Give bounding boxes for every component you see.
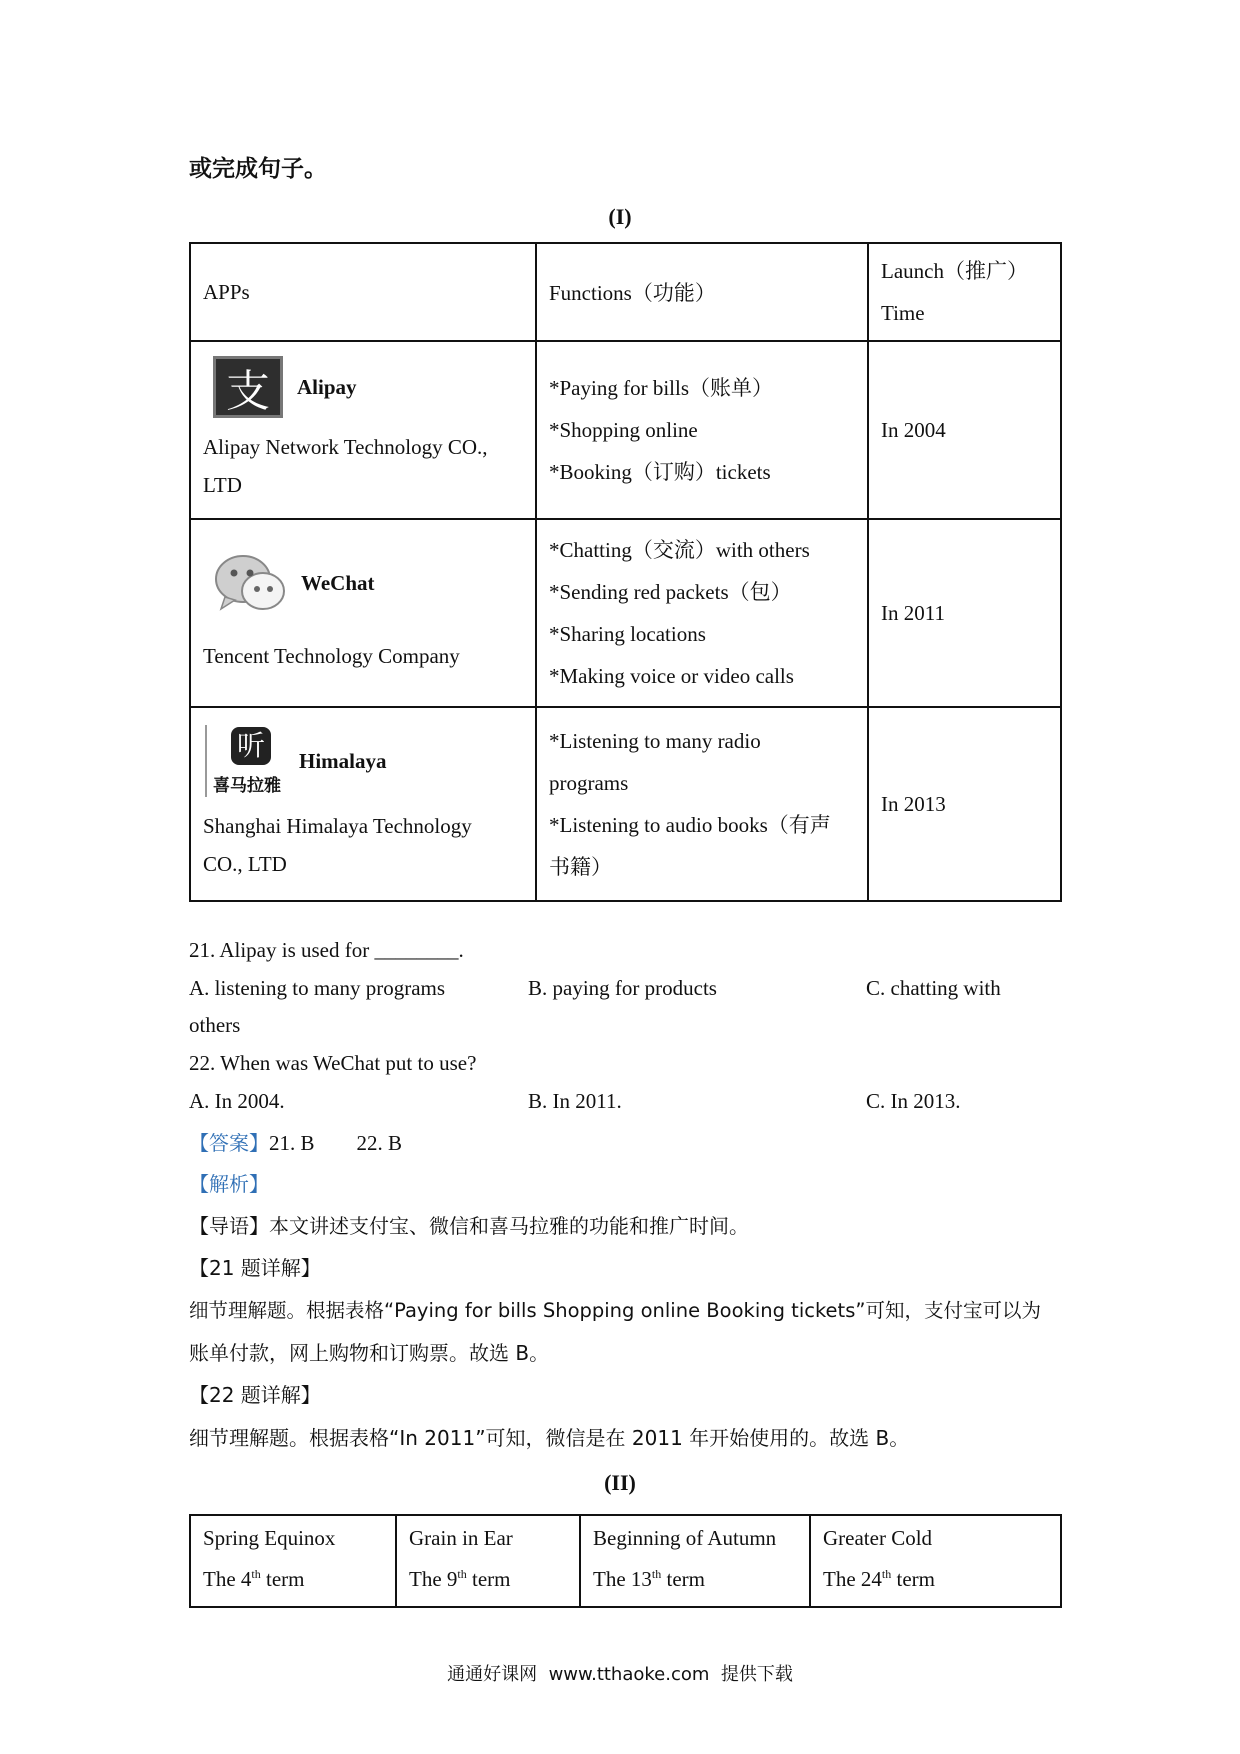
- table-row: [190, 1515, 1061, 1607]
- footer: 通通好课网 www.tthaoke.com 提供下载: [447, 1664, 793, 1685]
- q21-option-c: C. chatting with: [866, 976, 1001, 1000]
- app-name: Alipay: [297, 374, 357, 399]
- app-name: Himalaya: [299, 748, 387, 773]
- question-22: 22. When was WeChat put to use?: [189, 1051, 477, 1075]
- term-cell: Greater Cold The 24th term: [810, 1515, 1061, 1607]
- company-name: Alipay Network Technology CO.,: [203, 435, 488, 459]
- app-cell-himalaya: [190, 707, 536, 901]
- header-launch: Launch（推广） Time: [868, 243, 1061, 341]
- analysis-label: 【解析】: [189, 1172, 269, 1196]
- functions-cell: *Paying for bills（账单） *Shopping online *Booking（订购）tickets: [536, 341, 868, 519]
- detail22-label: 【22 题详解】: [189, 1383, 321, 1407]
- wechat-logo-icon: [213, 551, 287, 615]
- company-name: Tencent Technology Company: [203, 644, 460, 668]
- detail22-line1: 细节理解题。根据表格“In 2011”可知，微信是在 2011 年开始使用的。故选 B。: [189, 1426, 910, 1450]
- app-name: WeChat: [301, 570, 375, 595]
- table-header-row: [190, 243, 1061, 341]
- q21-option-c-cont: others: [189, 1013, 241, 1037]
- section1-title: (I): [608, 204, 632, 229]
- header-functions: Functions（功能）: [536, 243, 868, 341]
- functions-cell: *Listening to many radio programs *Listening to audio books（有声 书籍）: [536, 707, 868, 901]
- question-21: 21. Alipay is used for ________.: [189, 938, 464, 962]
- company-name: Shanghai Himalaya Technology: [203, 814, 472, 838]
- detail21-label: 【21 题详解】: [189, 1256, 321, 1280]
- app-cell-alipay: [190, 341, 536, 519]
- q22-option-a: A. In 2004.: [189, 1089, 285, 1113]
- intro-text: 【导语】本文讲述支付宝、微信和喜马拉雅的功能和推广时间。: [189, 1214, 749, 1238]
- heading: 或完成句子。: [189, 156, 327, 182]
- functions-cell: *Chatting（交流）with others *Sending red packets（包） *Sharing locations *Making voice or video calls: [536, 519, 868, 707]
- detail21-line2: 账单付款，网上购物和订购票。故选 B。: [189, 1341, 550, 1365]
- company-name-cont: LTD: [203, 473, 242, 497]
- detail21-line1: 细节理解题。根据表格“Paying for bills Shopping online Booking tickets”可知，支付宝可以为: [189, 1299, 1041, 1322]
- q22-option-c: C. In 2013.: [866, 1089, 961, 1113]
- launch-cell: In 2004: [868, 341, 1061, 519]
- term-cell: Beginning of Autumn The 13th term: [580, 1515, 810, 1607]
- q21-option-a: A. listening to many programs: [189, 976, 446, 1000]
- table-row: [190, 519, 1061, 707]
- header-apps: APPs: [190, 243, 536, 341]
- term-cell: Grain in Ear The 9th term: [396, 1515, 580, 1607]
- himalaya-logo-icon: 听 喜马拉雅: [205, 725, 285, 797]
- solar-terms-table: [189, 1514, 1062, 1608]
- answer-text: 21. B 22. B: [269, 1131, 403, 1155]
- table-row: [190, 341, 1061, 519]
- company-name-cont: CO., LTD: [203, 852, 287, 876]
- answer-line: [189, 1127, 402, 1156]
- launch-cell: In 2011: [868, 519, 1061, 707]
- alipay-logo-icon: 支: [213, 356, 283, 418]
- answer-label: 【答案】: [189, 1131, 269, 1155]
- apps-table: [189, 242, 1062, 902]
- table-row: [190, 707, 1061, 901]
- launch-cell: In 2013: [868, 707, 1061, 901]
- section2-title: (II): [604, 1470, 636, 1495]
- term-cell: Spring Equinox The 4th term: [190, 1515, 396, 1607]
- q21-option-b: B. paying for products: [528, 976, 717, 1000]
- q22-option-b: B. In 2011.: [528, 1089, 622, 1113]
- app-cell-wechat: [190, 519, 536, 707]
